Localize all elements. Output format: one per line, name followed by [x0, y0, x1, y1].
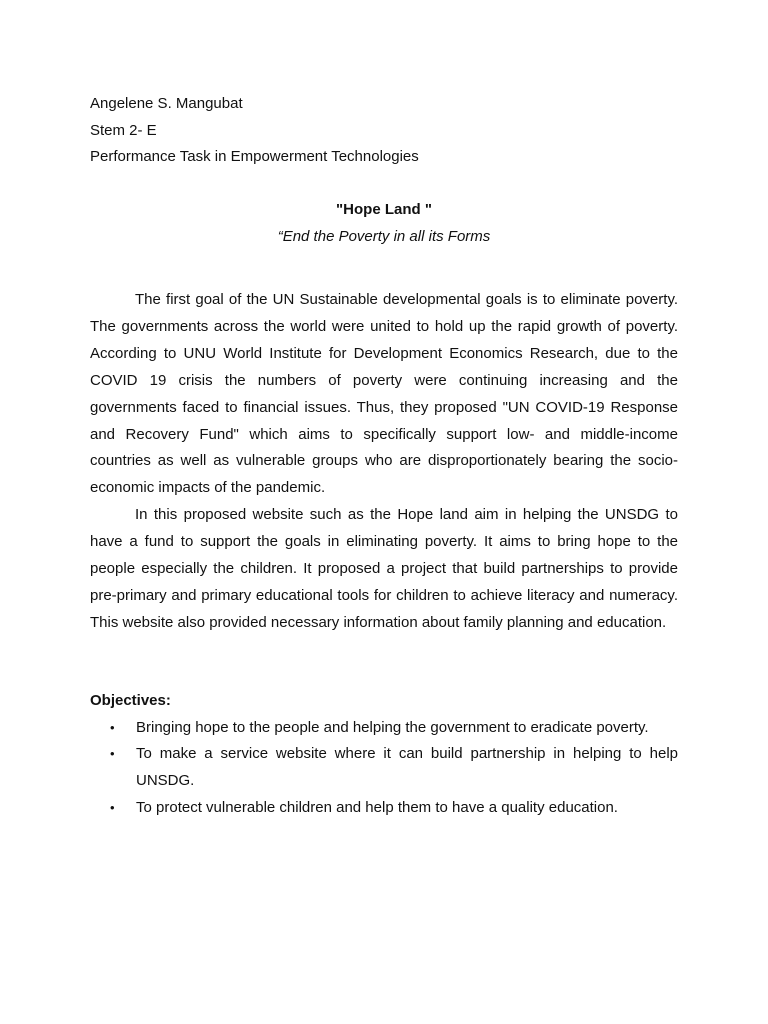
- bullet-icon: •: [110, 719, 115, 735]
- objective-text: To make a service website where it can build partnership in helping to help UNSDG.: [136, 745, 678, 789]
- objective-text: To protect vulnerable children and help them to have a quality education.: [136, 798, 618, 816]
- body-text: [90, 287, 678, 637]
- body-paragraph-2: In this proposed website such as the Hope land aim in helping the UNSDG to have a fund to support the goals in eliminating poverty. It aims to bring hope to the people especially the children. It proposed a project that build partnerships to provide pre-primary and primary educational tools for children to achieve literacy and numeracy. This website also provided necessary information about family planning and education.: [90, 506, 678, 631]
- objectives-list: [90, 715, 678, 822]
- objectives-section: [90, 688, 678, 821]
- task-description: Performance Task in Empowerment Technologies: [90, 148, 419, 165]
- bullet-icon: •: [110, 799, 115, 815]
- bullet-icon: •: [110, 746, 115, 762]
- document-title: "Hope Land ": [336, 201, 432, 218]
- objectives-heading: Objectives:: [90, 692, 171, 709]
- objective-item: [90, 741, 678, 794]
- objective-item: [90, 715, 678, 742]
- body-paragraph-1: The first goal of the UN Sustainable developmental goals is to eliminate poverty. The governments across the world were united to hold up the rapid growth of poverty. According to UNU World Institute for Development Economics Research, due to the COVID 19 crisis the numbers of poverty were continuing increasing and the governments faced to financial issues. Thus, they proposed "UN COVID-19 Response and Recovery Fund" which aims to specifically support low- and middle-income countries as well as vulnerable groups who are disproportionately bearing the socio-economic impacts of the pandemic.: [90, 291, 678, 497]
- objective-text: Bringing hope to the people and helping the government to eradicate poverty.: [136, 718, 649, 736]
- document-header: [90, 91, 680, 171]
- objective-item: [90, 795, 678, 822]
- author-name: Angelene S. Mangubat: [90, 95, 243, 112]
- class-section: Stem 2- E: [90, 121, 157, 139]
- document-subtitle: “End the Poverty in all its Forms: [277, 227, 491, 245]
- title-block: [90, 197, 678, 250]
